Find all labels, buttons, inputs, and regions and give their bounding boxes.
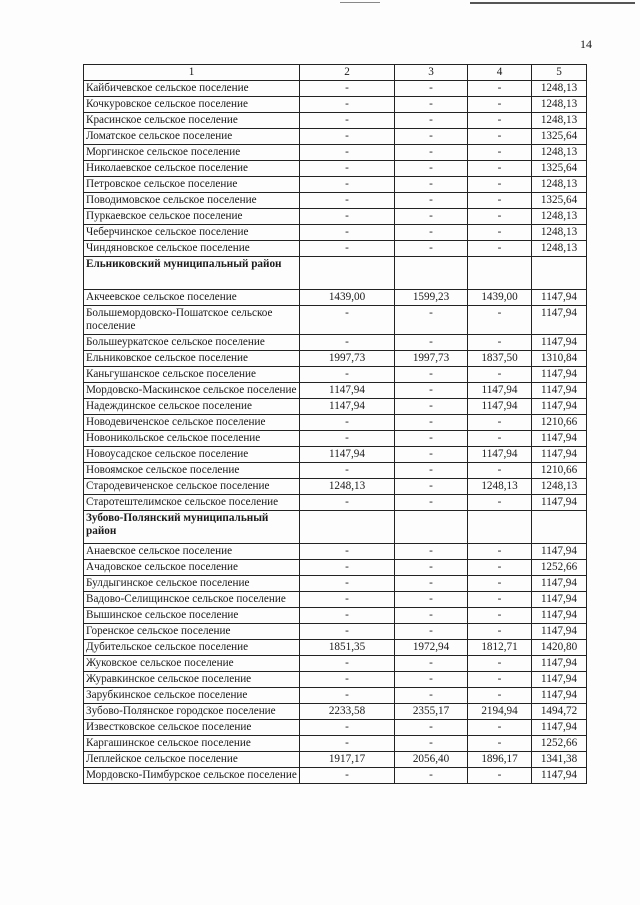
- table-row: [84, 113, 587, 129]
- value-cell-4: 1837,50: [468, 351, 532, 367]
- table-row: [84, 129, 587, 145]
- value-cell-4: -: [468, 624, 532, 640]
- settlement-name-cell: Поводимовское сельское поселение: [84, 193, 300, 209]
- value-cell-5: 1248,13: [532, 177, 587, 193]
- value-cell-2: 1248,13: [300, 479, 395, 495]
- value-cell-3: -: [395, 113, 468, 129]
- value-cell-4: 1248,13: [468, 479, 532, 495]
- value-cell-4: 1896,17: [468, 752, 532, 768]
- region-header-row: [84, 257, 587, 290]
- value-cell-2: -: [300, 688, 395, 704]
- settlement-name-cell: Ачадовское сельское поселение: [84, 560, 300, 576]
- value-cell-5: 1147,94: [532, 768, 587, 784]
- value-cell-2: 1147,94: [300, 399, 395, 415]
- value-cell-3: -: [395, 225, 468, 241]
- value-cell-3: -: [395, 544, 468, 560]
- value-cell-3: -: [395, 129, 468, 145]
- value-cell-5: 1248,13: [532, 225, 587, 241]
- value-cell-5: 1341,38: [532, 752, 587, 768]
- value-cell-3: -: [395, 736, 468, 752]
- scan-artifact-left: [340, 2, 380, 3]
- value-cell-4: [468, 511, 532, 544]
- table-row: [84, 640, 587, 656]
- settlement-name-cell: Каньгушанское сельское поселение: [84, 367, 300, 383]
- settlement-name-cell: Жуковское сельское поселение: [84, 656, 300, 672]
- table-row: [84, 383, 587, 399]
- table-row: [84, 656, 587, 672]
- table-row: [84, 97, 587, 113]
- value-cell-5: 1147,94: [532, 592, 587, 608]
- value-cell-4: -: [468, 97, 532, 113]
- value-cell-3: -: [395, 97, 468, 113]
- value-cell-5: 1147,94: [532, 367, 587, 383]
- value-cell-2: 1147,94: [300, 447, 395, 463]
- table-row: [84, 290, 587, 306]
- value-cell-3: -: [395, 81, 468, 97]
- value-cell-2: -: [300, 463, 395, 479]
- table-row: [84, 367, 587, 383]
- table-row: [84, 241, 587, 257]
- value-cell-5: 1248,13: [532, 97, 587, 113]
- value-cell-3: -: [395, 209, 468, 225]
- value-cell-5: 1147,94: [532, 720, 587, 736]
- value-cell-2: -: [300, 177, 395, 193]
- table-row: [84, 161, 587, 177]
- settlement-name-cell: Моргинское сельское поселение: [84, 145, 300, 161]
- settlement-name-cell: Чеберчинское сельское поселение: [84, 225, 300, 241]
- column-header-5: 5: [532, 65, 587, 81]
- page-number: 14: [580, 37, 592, 51]
- table-row: [84, 177, 587, 193]
- value-cell-2: -: [300, 193, 395, 209]
- value-cell-3: -: [395, 479, 468, 495]
- value-cell-4: -: [468, 129, 532, 145]
- value-cell-5: 1248,13: [532, 209, 587, 225]
- value-cell-2: -: [300, 161, 395, 177]
- value-cell-4: -: [468, 688, 532, 704]
- value-cell-3: -: [395, 383, 468, 399]
- value-cell-2: -: [300, 495, 395, 511]
- value-cell-5: 1147,94: [532, 383, 587, 399]
- value-cell-2: -: [300, 608, 395, 624]
- data-table: [83, 64, 587, 784]
- value-cell-5: [532, 257, 587, 290]
- value-cell-2: -: [300, 544, 395, 560]
- table-row: [84, 592, 587, 608]
- table-row: [84, 399, 587, 415]
- value-cell-4: -: [468, 768, 532, 784]
- value-cell-2: 1439,00: [300, 290, 395, 306]
- table-row: [84, 752, 587, 768]
- table-row: [84, 720, 587, 736]
- value-cell-3: [395, 257, 468, 290]
- value-cell-2: [300, 511, 395, 544]
- value-cell-2: -: [300, 592, 395, 608]
- value-cell-4: -: [468, 592, 532, 608]
- settlement-name-cell: Красинское сельское поселение: [84, 113, 300, 129]
- value-cell-2: -: [300, 335, 395, 351]
- value-cell-3: -: [395, 576, 468, 592]
- value-cell-4: -: [468, 736, 532, 752]
- value-cell-3: -: [395, 463, 468, 479]
- column-header-4: 4: [468, 65, 532, 81]
- settlement-name-cell: Большемордовско-Пошатское сельское поселение: [84, 306, 300, 335]
- settlement-name-cell: Кочкуровское сельское поселение: [84, 97, 300, 113]
- region-name-cell: Зубово-Полянский муниципальный район: [84, 511, 300, 544]
- value-cell-5: 1420,80: [532, 640, 587, 656]
- value-cell-3: 1972,94: [395, 640, 468, 656]
- value-cell-4: -: [468, 367, 532, 383]
- table-row: [84, 463, 587, 479]
- value-cell-3: 2355,17: [395, 704, 468, 720]
- value-cell-4: [468, 257, 532, 290]
- settlement-name-cell: Старотештелимское сельское поселение: [84, 495, 300, 511]
- value-cell-5: 1494,72: [532, 704, 587, 720]
- value-cell-2: -: [300, 367, 395, 383]
- table-row: [84, 351, 587, 367]
- value-cell-2: -: [300, 209, 395, 225]
- value-cell-3: 1997,73: [395, 351, 468, 367]
- value-cell-5: 1248,13: [532, 81, 587, 97]
- table-row: [84, 688, 587, 704]
- value-cell-5: 1210,66: [532, 463, 587, 479]
- value-cell-4: -: [468, 672, 532, 688]
- value-cell-2: -: [300, 720, 395, 736]
- value-cell-4: -: [468, 576, 532, 592]
- value-cell-5: 1248,13: [532, 241, 587, 257]
- value-cell-5: 1147,94: [532, 544, 587, 560]
- settlement-name-cell: Пуркаевское сельское поселение: [84, 209, 300, 225]
- settlement-name-cell: Большеуркатское сельское поселение: [84, 335, 300, 351]
- value-cell-5: 1310,84: [532, 351, 587, 367]
- value-cell-3: -: [395, 560, 468, 576]
- value-cell-2: -: [300, 560, 395, 576]
- value-cell-2: 1147,94: [300, 383, 395, 399]
- value-cell-3: -: [395, 495, 468, 511]
- value-cell-4: -: [468, 495, 532, 511]
- value-cell-3: -: [395, 656, 468, 672]
- value-cell-2: 2233,58: [300, 704, 395, 720]
- value-cell-2: -: [300, 241, 395, 257]
- value-cell-5: 1248,13: [532, 145, 587, 161]
- value-cell-4: -: [468, 241, 532, 257]
- value-cell-4: -: [468, 177, 532, 193]
- settlement-name-cell: Зарубкинское сельское поселение: [84, 688, 300, 704]
- value-cell-3: -: [395, 447, 468, 463]
- settlement-name-cell: Николаевское сельское поселение: [84, 161, 300, 177]
- value-cell-4: -: [468, 335, 532, 351]
- value-cell-4: 2194,94: [468, 704, 532, 720]
- settlement-name-cell: Булдыгинское сельское поселение: [84, 576, 300, 592]
- settlement-name-cell: Новоусадское сельское поселение: [84, 447, 300, 463]
- column-header-3: 3: [395, 65, 468, 81]
- value-cell-5: 1325,64: [532, 129, 587, 145]
- value-cell-4: -: [468, 145, 532, 161]
- settlement-name-cell: Новоямское сельское поселение: [84, 463, 300, 479]
- value-cell-5: 1147,94: [532, 672, 587, 688]
- value-cell-3: -: [395, 161, 468, 177]
- table-row: [84, 624, 587, 640]
- table-row: [84, 225, 587, 241]
- value-cell-3: -: [395, 624, 468, 640]
- value-cell-4: -: [468, 209, 532, 225]
- value-cell-5: 1147,94: [532, 447, 587, 463]
- settlement-name-cell: Ломатское сельское поселение: [84, 129, 300, 145]
- settlement-name-cell: Мордовско-Маскинское сельское поселение: [84, 383, 300, 399]
- value-cell-4: 1147,94: [468, 399, 532, 415]
- table-row: [84, 81, 587, 97]
- table-row: [84, 306, 587, 335]
- value-cell-2: -: [300, 768, 395, 784]
- value-cell-4: -: [468, 113, 532, 129]
- table-row: [84, 544, 587, 560]
- settlement-name-cell: Ельниковское сельское поселение: [84, 351, 300, 367]
- value-cell-2: -: [300, 431, 395, 447]
- column-header-2: 2: [300, 65, 395, 81]
- region-name-cell: Ельниковский муниципальный район: [84, 257, 300, 290]
- value-cell-4: 1147,94: [468, 383, 532, 399]
- value-cell-3: -: [395, 592, 468, 608]
- value-cell-3: -: [395, 367, 468, 383]
- settlement-name-cell: Дубительское сельское поселение: [84, 640, 300, 656]
- settlement-name-cell: Кайбичевское сельское поселение: [84, 81, 300, 97]
- value-cell-2: 1997,73: [300, 351, 395, 367]
- table-row: [84, 479, 587, 495]
- value-cell-4: -: [468, 608, 532, 624]
- value-cell-5: 1325,64: [532, 193, 587, 209]
- value-cell-5: 1147,94: [532, 431, 587, 447]
- value-cell-4: -: [468, 306, 532, 335]
- settlement-name-cell: Известковское сельское поселение: [84, 720, 300, 736]
- settlement-name-cell: Новодевиченское сельское поселение: [84, 415, 300, 431]
- value-cell-5: 1147,94: [532, 656, 587, 672]
- value-cell-4: 1439,00: [468, 290, 532, 306]
- region-header-row: [84, 511, 587, 544]
- value-cell-5: 1147,94: [532, 335, 587, 351]
- table-row: [84, 447, 587, 463]
- value-cell-3: -: [395, 335, 468, 351]
- settlement-name-cell: Чиндяновское сельское поселение: [84, 241, 300, 257]
- value-cell-2: -: [300, 736, 395, 752]
- table-row: [84, 560, 587, 576]
- value-cell-3: 1599,23: [395, 290, 468, 306]
- value-cell-3: -: [395, 399, 468, 415]
- value-cell-3: [395, 511, 468, 544]
- value-cell-3: -: [395, 608, 468, 624]
- value-cell-3: -: [395, 306, 468, 335]
- table-header-row: [84, 65, 587, 81]
- value-cell-2: -: [300, 97, 395, 113]
- value-cell-4: -: [468, 544, 532, 560]
- settlement-name-cell: Надеждинское сельское поселение: [84, 399, 300, 415]
- settlement-name-cell: Мордовско-Пимбурское сельское поселение: [84, 768, 300, 784]
- value-cell-3: -: [395, 431, 468, 447]
- value-cell-5: 1147,94: [532, 290, 587, 306]
- table-row: [84, 335, 587, 351]
- table-row: [84, 576, 587, 592]
- value-cell-4: 1147,94: [468, 447, 532, 463]
- value-cell-4: 1812,71: [468, 640, 532, 656]
- value-cell-4: -: [468, 463, 532, 479]
- value-cell-4: -: [468, 193, 532, 209]
- table-row: [84, 415, 587, 431]
- table-row: [84, 495, 587, 511]
- value-cell-5: 1252,66: [532, 560, 587, 576]
- value-cell-2: -: [300, 225, 395, 241]
- scan-artifact-right: [470, 2, 635, 4]
- settlement-name-cell: Горенское сельское поселение: [84, 624, 300, 640]
- value-cell-2: 1851,35: [300, 640, 395, 656]
- settlement-name-cell: Зубово-Полянское городское поселение: [84, 704, 300, 720]
- table-body: [84, 81, 587, 784]
- value-cell-3: -: [395, 177, 468, 193]
- settlement-name-cell: Журавкинское сельское поселение: [84, 672, 300, 688]
- value-cell-5: 1248,13: [532, 113, 587, 129]
- settlement-name-cell: Новоникольское сельское поселение: [84, 431, 300, 447]
- table-row: [84, 193, 587, 209]
- table-row: [84, 608, 587, 624]
- value-cell-3: -: [395, 720, 468, 736]
- value-cell-5: 1147,94: [532, 576, 587, 592]
- value-cell-4: -: [468, 656, 532, 672]
- value-cell-5: 1147,94: [532, 688, 587, 704]
- settlement-name-cell: Акчеевское сельское поселение: [84, 290, 300, 306]
- settlement-name-cell: Вышинское сельское поселение: [84, 608, 300, 624]
- value-cell-2: -: [300, 306, 395, 335]
- value-cell-3: -: [395, 241, 468, 257]
- settlement-name-cell: Петровское сельское поселение: [84, 177, 300, 193]
- value-cell-2: -: [300, 656, 395, 672]
- value-cell-2: -: [300, 415, 395, 431]
- settlement-name-cell: Стародевиченское сельское поселение: [84, 479, 300, 495]
- settlement-name-cell: Каргашинское сельское поселение: [84, 736, 300, 752]
- value-cell-4: -: [468, 415, 532, 431]
- value-cell-2: -: [300, 113, 395, 129]
- value-cell-5: 1210,66: [532, 415, 587, 431]
- table-row: [84, 704, 587, 720]
- value-cell-2: [300, 257, 395, 290]
- value-cell-3: -: [395, 672, 468, 688]
- value-cell-4: -: [468, 720, 532, 736]
- value-cell-4: -: [468, 560, 532, 576]
- value-cell-5: 1147,94: [532, 608, 587, 624]
- value-cell-4: -: [468, 161, 532, 177]
- table-row: [84, 672, 587, 688]
- column-header-1: 1: [84, 65, 300, 81]
- settlement-name-cell: Вадово-Селищинское сельское поселение: [84, 592, 300, 608]
- table-row: [84, 736, 587, 752]
- table-row: [84, 768, 587, 784]
- value-cell-2: -: [300, 145, 395, 161]
- value-cell-2: -: [300, 624, 395, 640]
- value-cell-5: 1325,64: [532, 161, 587, 177]
- table-row: [84, 209, 587, 225]
- value-cell-3: -: [395, 768, 468, 784]
- value-cell-4: -: [468, 81, 532, 97]
- table-row: [84, 145, 587, 161]
- value-cell-3: 2056,40: [395, 752, 468, 768]
- value-cell-3: -: [395, 193, 468, 209]
- value-cell-5: 1252,66: [532, 736, 587, 752]
- value-cell-3: -: [395, 415, 468, 431]
- value-cell-2: 1917,17: [300, 752, 395, 768]
- value-cell-5: 1147,94: [532, 306, 587, 335]
- settlement-name-cell: Леплейское сельское поселение: [84, 752, 300, 768]
- settlement-name-cell: Анаевское сельское поселение: [84, 544, 300, 560]
- value-cell-2: -: [300, 576, 395, 592]
- value-cell-3: -: [395, 145, 468, 161]
- value-cell-5: 1147,94: [532, 624, 587, 640]
- value-cell-5: [532, 511, 587, 544]
- value-cell-4: -: [468, 225, 532, 241]
- value-cell-2: -: [300, 81, 395, 97]
- value-cell-5: 1147,94: [532, 495, 587, 511]
- value-cell-3: -: [395, 688, 468, 704]
- value-cell-5: 1147,94: [532, 399, 587, 415]
- value-cell-4: -: [468, 431, 532, 447]
- value-cell-2: -: [300, 672, 395, 688]
- value-cell-5: 1248,13: [532, 479, 587, 495]
- table-row: [84, 431, 587, 447]
- value-cell-2: -: [300, 129, 395, 145]
